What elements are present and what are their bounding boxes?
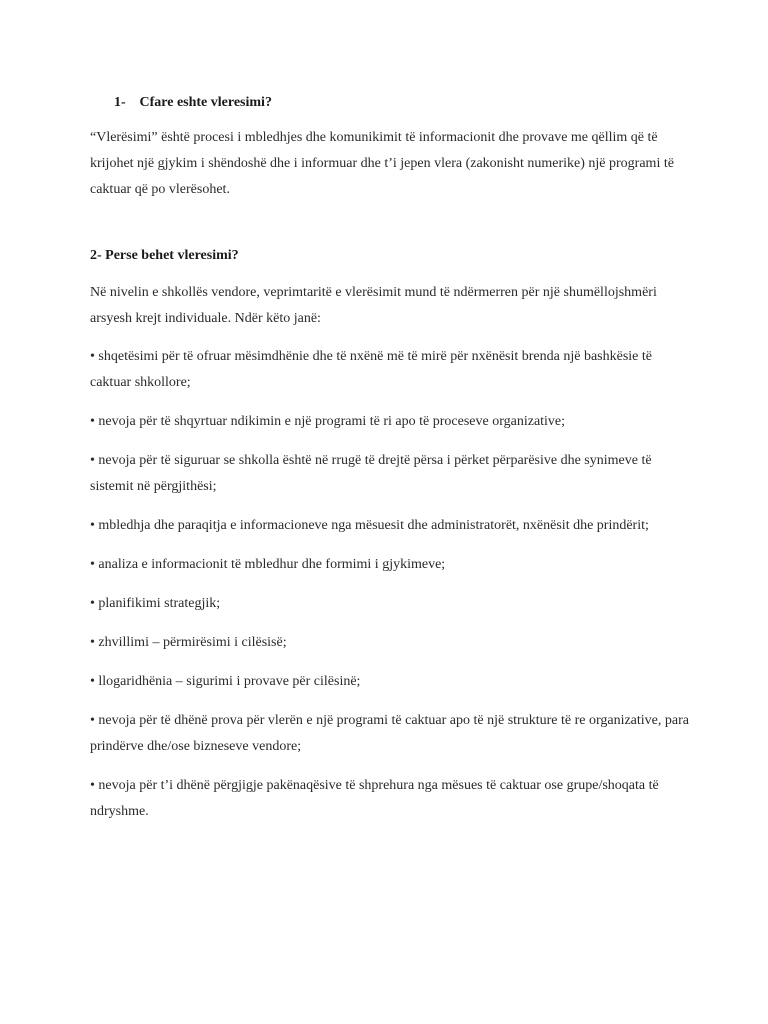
bullet-icon: • xyxy=(90,518,95,533)
list-item xyxy=(90,448,690,500)
section1-paragraph: “Vlerësimi” është procesi i mbledhjes dhe komunikimit të informacionit dhe provave me qëllim që të krijohet një gjykim i shëndoshë dhe i informuar dhe t’i jepen vlera (zakonisht numerike) një programi të caktuar që po vlerësohet. xyxy=(90,130,674,197)
list-item-text: planifikimi strategjik; xyxy=(98,596,221,611)
list-item xyxy=(90,630,690,656)
section2-intro: Në nivelin e shkollës vendore, veprimtaritë e vlerësimit mund të ndërmerren për një shumëllojshmëri arsyesh krejt individuale. Ndër këto janë: xyxy=(90,285,657,326)
list-item xyxy=(90,669,690,695)
list-item-text: nevoja për të shqyrtuar ndikimin e një programi të ri apo të proceseve organizative; xyxy=(98,414,566,429)
list-item-text: shqetësimi për të ofruar mësimdhënie dhe të nxënë më të mirë për nxënësit brenda një bashkësie të caktuar shkollore; xyxy=(90,349,652,390)
bullet-icon: • xyxy=(90,557,95,572)
bullet-icon: • xyxy=(90,674,95,689)
list-item-text: analiza e informacionit të mbledhur dhe formimi i gjykimeve; xyxy=(98,557,446,572)
bullet-icon: • xyxy=(90,453,95,468)
list-item xyxy=(90,513,690,539)
section1-number: 1- xyxy=(114,95,126,110)
bullet-icon: • xyxy=(90,713,95,728)
bullet-icon: • xyxy=(90,596,95,611)
list-item-text: llogaridhënia – sigurimi i provave për cilësinë; xyxy=(98,674,361,689)
list-item-text: zhvillimi – përmirësimi i cilësisë; xyxy=(98,635,287,650)
list-item xyxy=(90,409,690,435)
bullet-icon: • xyxy=(90,414,95,429)
section1-title: Cfare eshte vleresimi? xyxy=(139,95,272,110)
bullet-icon: • xyxy=(90,635,95,650)
reasons-list xyxy=(90,344,690,838)
list-item xyxy=(90,773,690,825)
list-item xyxy=(90,591,690,617)
bullet-icon: • xyxy=(90,778,95,793)
list-item-text: nevoja për t’i dhënë përgjigje pakënaqësive të shprehura nga mësues të caktuar ose grupe/shoqata të ndryshme. xyxy=(90,778,659,819)
bullet-icon: • xyxy=(90,349,95,364)
section2-heading: 2- Perse behet vleresimi? xyxy=(90,248,239,263)
list-item-text: mbledhja dhe paraqitja e informacioneve nga mësuesit dhe administratorët, nxënësit dhe prindërit; xyxy=(98,518,649,533)
list-item-text: nevoja për të dhënë prova për vlerën e një programi të caktuar apo të një strukture të re organizative, para prindërve dhe/ose bizneseve vendore; xyxy=(90,713,689,754)
section1-heading xyxy=(114,94,272,112)
list-item xyxy=(90,552,690,578)
list-item xyxy=(90,344,690,396)
list-item xyxy=(90,708,690,760)
list-item-text: nevoja për të siguruar se shkolla është në rrugë të drejtë përsa i përket përparësive dhe synimeve të sistemit në përgjithësi; xyxy=(90,453,652,494)
